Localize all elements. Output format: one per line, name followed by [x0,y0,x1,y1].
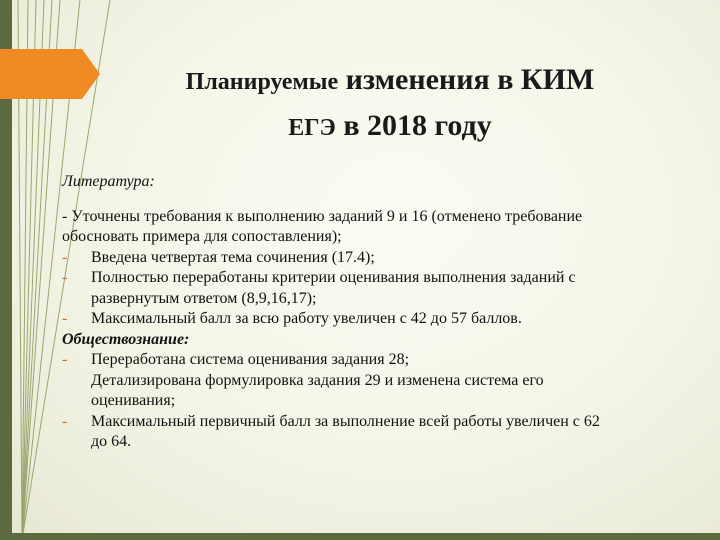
title-word-ege: ЕГЭ [288,115,336,141]
social-heading: Обществознание: [62,330,190,348]
title-word-1: Планируемые [185,69,339,95]
list-item-text: Полностью переработаны критерии оценивания выполнения заданий с [91,269,576,286]
title-words-year: в 2018 году [343,109,492,142]
title-line-1 [110,58,670,104]
bullet-dash: - [62,248,68,266]
list-item-text: Максимальный балл за всю работу увеличен с 42 до 57 баллов. [91,310,522,327]
literature-first-line-cont: обосновать примера для сопоставления); [62,228,342,245]
literature-heading: Литература: [62,173,155,190]
literature-first-line: - Уточнены требования к выполнению заданий 9 и 16 (отменено требование [62,207,583,225]
list-item [62,412,682,453]
list-item-text: Детализирована формулировка задания 29 и изменена система его [91,371,544,389]
list-item [62,248,682,269]
content-body [62,172,682,453]
list-item-text: Переработана система оценивания задания 28; [91,351,410,368]
list-item [62,350,682,412]
list-item-text: до 64. [91,433,132,450]
list-item-text: Введена четвертая тема сочинения (17.4); [91,248,375,266]
list-item-text: оценивания; [91,392,176,409]
title-words-2: изменения в КИМ [345,63,595,96]
list-item [62,309,682,330]
list-item-text: развернутым ответом (8,9,16,17); [91,289,317,307]
bullet-dash: - [62,412,68,430]
bullet-dash: - [62,351,68,368]
list-item [62,268,682,309]
slide-title [110,58,670,150]
bottom-band [0,533,720,540]
orange-tab-shape [0,49,100,99]
bullet-dash: - [62,310,68,327]
title-line-2 [110,104,670,150]
bullet-dash: - [62,269,68,286]
list-item-text: Максимальный первичный балл за выполнение всей работы увеличен с 62 [91,412,600,430]
